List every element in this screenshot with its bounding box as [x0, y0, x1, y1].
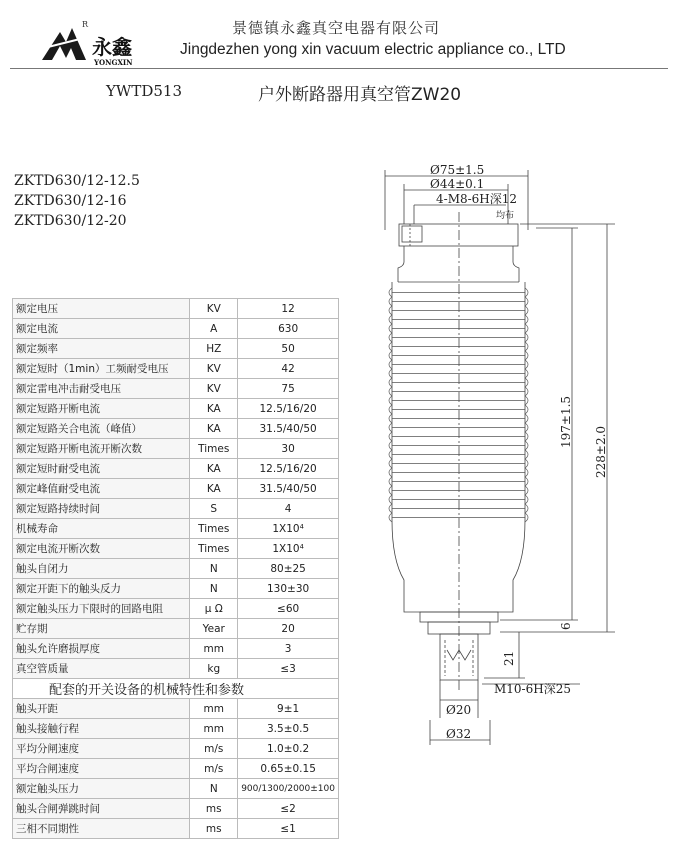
dim-thread-note: 均布: [496, 211, 515, 221]
spec-unit: KV: [190, 299, 238, 319]
spec-value: 30: [238, 439, 339, 459]
dim-body-height: 197±1.5: [559, 395, 573, 448]
spec-unit: HZ: [190, 339, 238, 359]
dim-top-outer: Ø75±1.5: [430, 163, 485, 177]
spec-name: 触头自闭力: [13, 559, 190, 579]
bellows-rib: [389, 306, 528, 315]
spec-value: 80±25: [238, 559, 339, 579]
bellows-rib: [389, 486, 528, 495]
spec-name: 额定频率: [13, 339, 190, 359]
bellows-rib: [389, 297, 528, 306]
bellows-rib: [389, 378, 528, 387]
spec-unit: KA: [190, 479, 238, 499]
spec-unit: ms: [190, 819, 238, 839]
bellows-rib: [389, 360, 528, 369]
bellows-rib: [389, 432, 528, 441]
spec-unit: μ Ω: [190, 599, 238, 619]
spec-unit: KA: [190, 419, 238, 439]
bellows-rib: [389, 459, 528, 468]
model-item: ZKTD630/12-16: [14, 193, 127, 209]
dim-stem-dia: Ø20: [446, 703, 472, 717]
bellows-rib: [389, 342, 528, 351]
spec-value: ≤2: [238, 799, 339, 819]
spec-value: 0.65±0.15: [238, 759, 339, 779]
spec-name: 平均分闸速度: [13, 739, 190, 759]
spec-unit: S: [190, 499, 238, 519]
spec-name: 额定电压: [13, 299, 190, 319]
spec-name: 真空管质量: [13, 659, 190, 679]
spec-unit: m/s: [190, 759, 238, 779]
spec-unit: N: [190, 559, 238, 579]
spec-unit: m/s: [190, 739, 238, 759]
bellows-rib: [389, 513, 528, 522]
spec-name: 额定短路开断电流: [13, 399, 190, 419]
spec-unit: Times: [190, 539, 238, 559]
bellows-rib: [389, 468, 528, 477]
model-item: ZKTD630/12-12.5: [14, 173, 140, 189]
spec-name: 贮存期: [13, 619, 190, 639]
spec-value: 9±1: [238, 699, 339, 719]
spec-name: 额定短时耐受电流: [13, 459, 190, 479]
bellows-rib: [389, 324, 528, 333]
spec-value: 3.5±0.5: [238, 719, 339, 739]
mech-section-title: 配套的开关设备的机械特性和参数: [13, 679, 339, 699]
spec-value: ≤60: [238, 599, 339, 619]
spec-value: 50: [238, 339, 339, 359]
bellows-rib: [389, 450, 528, 459]
company-name-en: Jingdezhen yong xin vacuum electric appliance co., LTD: [180, 41, 566, 58]
spec-value: 75: [238, 379, 339, 399]
spec-value: 12: [238, 299, 339, 319]
bellows-rib: [389, 405, 528, 414]
spec-unit: Year: [190, 619, 238, 639]
spec-value: 3: [238, 639, 339, 659]
spec-name: 额定开距下的触头反力: [13, 579, 190, 599]
spec-name: 额定电流: [13, 319, 190, 339]
spec-value: 130±30: [238, 579, 339, 599]
bellows-rib: [389, 369, 528, 378]
dim-total-height: 228±2.0: [594, 425, 608, 478]
spec-unit: N: [190, 579, 238, 599]
spec-unit: Times: [190, 439, 238, 459]
spec-name: 触头合闸弹跳时间: [13, 799, 190, 819]
spec-unit: Times: [190, 519, 238, 539]
spec-name: 额定电流开断次数: [13, 539, 190, 559]
dim-gap: 6: [559, 622, 573, 630]
bellows-rib: [389, 441, 528, 450]
dim-top-inner: Ø44±0.1: [430, 177, 485, 191]
spec-name: 额定短时（1min）工频耐受电压: [13, 359, 190, 379]
spec-value: 630: [238, 319, 339, 339]
spec-name: 额定短路关合电流（峰值）: [13, 419, 190, 439]
company-name-cn: 景德镇永鑫真空电器有限公司: [232, 19, 441, 37]
spec-name: 机械寿命: [13, 519, 190, 539]
spec-value: 900/1300/2000±100: [238, 779, 339, 799]
spec-value: 12.5/16/20: [238, 459, 339, 479]
spec-name: 触头允许磨损厚度: [13, 639, 190, 659]
spec-name: 平均合闸速度: [13, 759, 190, 779]
spec-name: 触头开距: [13, 699, 190, 719]
spec-value: 31.5/40/50: [238, 479, 339, 499]
product-title: 户外断路器用真空管ZW20: [258, 85, 462, 105]
dim-thread-bottom: M10-6H深25: [494, 682, 571, 696]
logo-trademark: R: [82, 20, 89, 29]
bellows-rib: [389, 315, 528, 324]
spec-unit: KA: [190, 459, 238, 479]
spec-unit: mm: [190, 699, 238, 719]
spec-value: 42: [238, 359, 339, 379]
bellows-rib: [389, 288, 528, 297]
spec-value: 31.5/40/50: [238, 419, 339, 439]
bellows-rib: [389, 477, 528, 486]
spec-name: 触头接触行程: [13, 719, 190, 739]
bellows-rib: [389, 396, 528, 405]
spec-value: 12.5/16/20: [238, 399, 339, 419]
spec-name: 额定触头压力: [13, 779, 190, 799]
spec-unit: kg: [190, 659, 238, 679]
spec-unit: mm: [190, 639, 238, 659]
logo-text-cn: 永鑫: [92, 35, 132, 59]
logo-text-en: YONGXIN: [94, 58, 133, 67]
spec-value: ≤1: [238, 819, 339, 839]
spec-unit: KV: [190, 359, 238, 379]
spec-value: 20: [238, 619, 339, 639]
bellows-rib: [389, 387, 528, 396]
bellows-rib: [389, 414, 528, 423]
spec-unit: ms: [190, 799, 238, 819]
spec-unit: KA: [190, 399, 238, 419]
spec-value: 1.0±0.2: [238, 739, 339, 759]
spec-name: 额定雷电冲击耐受电压: [13, 379, 190, 399]
spec-value: ≤3: [238, 659, 339, 679]
bellows-rib: [389, 333, 528, 342]
spec-value: 1X10⁴: [238, 539, 339, 559]
model-item: ZKTD630/12-20: [14, 213, 127, 229]
spec-unit: mm: [190, 719, 238, 739]
dim-stem: 21: [502, 650, 516, 666]
bellows-rib: [389, 351, 528, 360]
spec-value: 1X10⁴: [238, 519, 339, 539]
bellows-rib: [389, 504, 528, 513]
spec-unit: N: [190, 779, 238, 799]
spec-name: 额定短路持续时间: [13, 499, 190, 519]
spec-name: 额定短路开断电流开断次数: [13, 439, 190, 459]
dim-thread-top: 4-M8-6H深12: [436, 192, 518, 206]
bellows-rib: [389, 495, 528, 504]
spec-name: 额定触头压力下限时的回路电阻: [13, 599, 190, 619]
spec-unit: KV: [190, 379, 238, 399]
bellows-rib: [389, 423, 528, 432]
product-code: YWTD513: [106, 82, 182, 100]
spec-value: 4: [238, 499, 339, 519]
spec-name: 三相不同期性: [13, 819, 190, 839]
dim-flange-dia: Ø32: [446, 727, 472, 741]
spec-name: 额定峰值耐受电流: [13, 479, 190, 499]
spec-unit: A: [190, 319, 238, 339]
